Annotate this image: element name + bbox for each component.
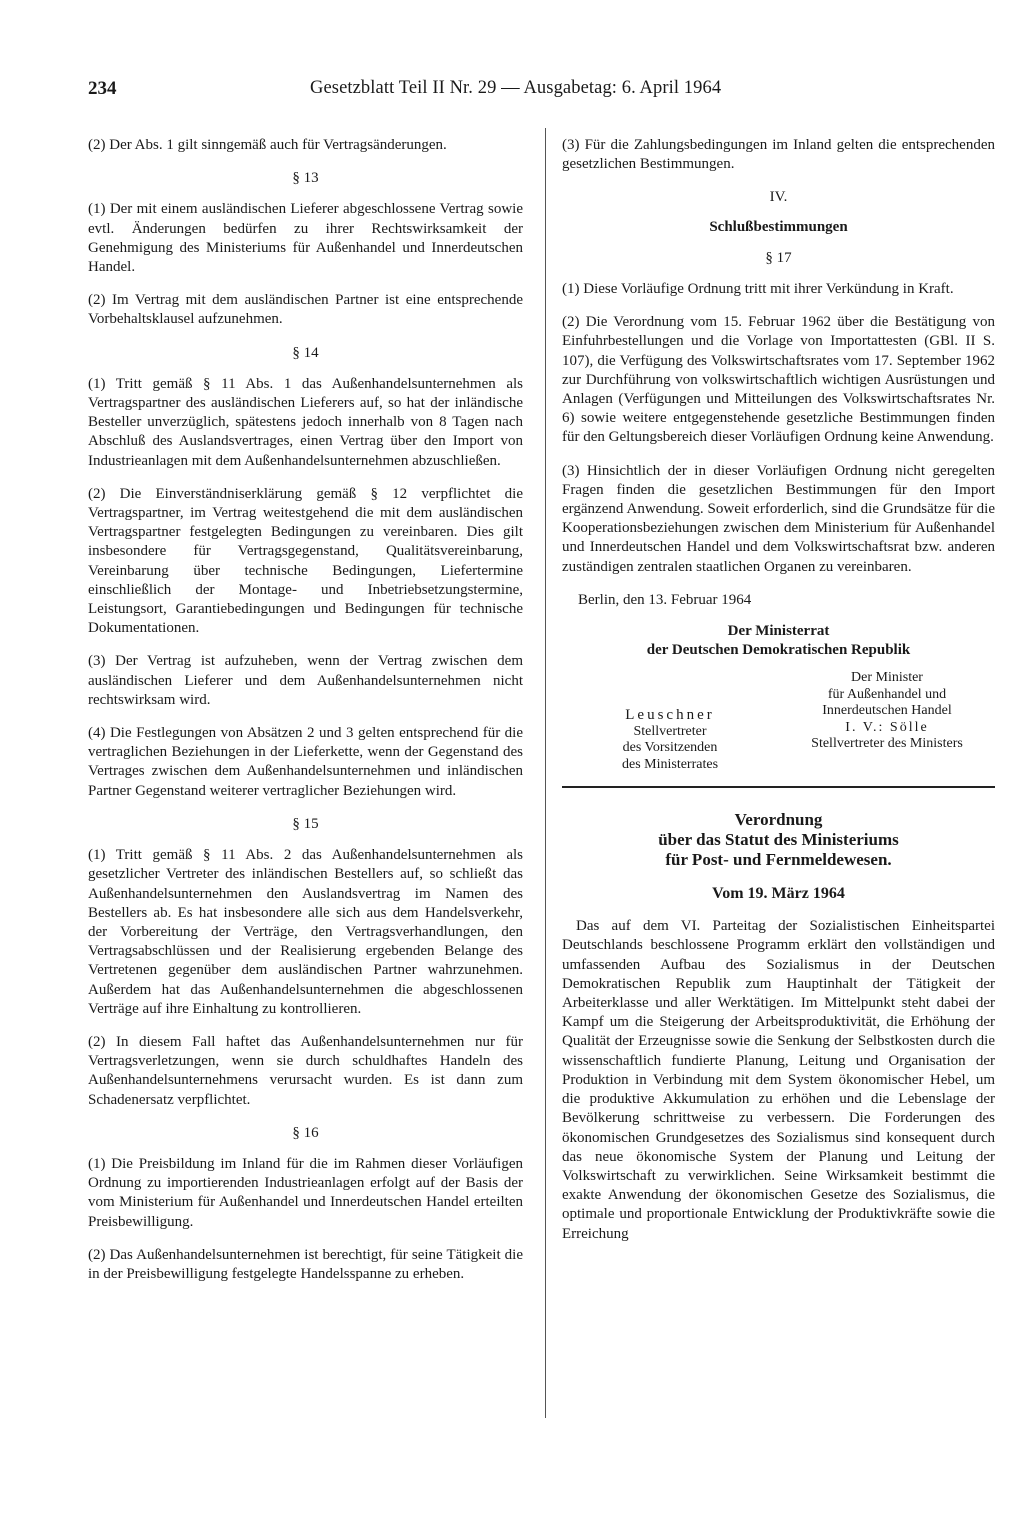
section-heading: § 17 bbox=[765, 249, 792, 266]
minister-title-line: für Außenhandel und bbox=[827, 686, 947, 702]
ordinance-date: Vom 19. März 1964 bbox=[712, 885, 845, 903]
section-heading: § 16 bbox=[292, 1124, 319, 1141]
minister-name: I. V.: Sölle bbox=[845, 719, 929, 735]
ordinance-title-line: über das Statut des Ministeriums bbox=[658, 830, 899, 850]
part-number: IV. bbox=[769, 189, 788, 206]
council-line: der Deutschen Demokratischen Republik bbox=[646, 642, 911, 659]
council-name bbox=[562, 622, 995, 660]
section-heading: § 14 bbox=[292, 344, 319, 361]
deputy-role-line: des Ministerrates bbox=[621, 756, 719, 772]
place-date: Berlin, den 13. Februar 1964 bbox=[578, 591, 752, 608]
part-title: Schlußbestimmungen bbox=[709, 218, 848, 235]
council-line: Der Ministerrat bbox=[727, 623, 830, 640]
deputy-signature bbox=[580, 707, 760, 773]
paragraph: (1) Die Preisbildung im Inland für die im Rahmen dieser Vorläufigen Ordnung zu importierenden Industrieanlagen erfolgt auf der Basis der vom Ministerium für Außenhandel und Innerdeutschen Handel erteilten Preisbewilligung. bbox=[88, 1155, 523, 1230]
paragraph: (2) Die Einverständniserklärung gemäß § 12 verpflichtet die Vertragspartner, im Vertrag weitestgehend die mit dem ausländischen Vertragspartner festgelegten Bedingungen zu vereinbaren. Dies gilt insbesondere für Vertragsgegenstand, Qualitätsvereinbarung, Vereinbarung über technische Bedingungen, Liefertermine einschließlich der Montage- und Inbetriebsetzungstermine, Leistungsort, Garantiebedingungen und Bedingungen für technische Dokumentationen. bbox=[88, 485, 523, 637]
left-column bbox=[88, 136, 523, 1298]
deputy-name: Leuschner bbox=[625, 707, 715, 724]
right-column bbox=[562, 136, 995, 1244]
paragraph: (2) Die Verordnung vom 15. Februar 1962 über die Bestätigung von Einfuhrbestellungen und die Vorlage von Importattesten (GBl. II S. 107), die Verfügung des Volkswirtschaftsrates vom 17. September 1962 zur Durchführung von volkswirtschaftlich wichtigen Ausrüstungen und Anlagen (Verfügungen und Mitteilungen des Volkswirtschaftsrates Nr. 6) sowie weitere entgegenstehende gesetzliche Bestimmungen finden für den Geltungsbereich dieser Vorläufigen Ordnung keine Anwendung. bbox=[562, 314, 995, 446]
paragraph: (4) Die Festlegungen von Absätzen 2 und 3 gelten entsprechend für die vertraglichen Beziehungen in der Lieferkette, wenn der Gegenstand des Vertrages zwischen dem Außenhandelsunternehmen und inländischen Partner Gegenstand weiterer vertraglicher Beziehungen wird. bbox=[88, 725, 523, 799]
paragraph: (1) Der mit einem ausländischen Lieferer abgeschlossene Vertrag sowie evtl. Änderungen bedürfen zu ihrer Rechtswirksamkeit der Genehmigung des Ministeriums für Außenhandel und Innerdeutschen Handel. bbox=[88, 201, 523, 276]
minister-role: Stellvertreter des Ministers bbox=[811, 736, 963, 752]
deputy-role-line: Stellvertreter bbox=[633, 723, 707, 739]
minister-title-line: Innerdeutschen Handel bbox=[822, 703, 952, 719]
ordinance-title-line: Verordnung bbox=[734, 810, 823, 830]
paragraph: (2) Das Außenhandelsunternehmen ist berechtigt, für seine Tätigkeit die in der Preisbewilligung festgelegte Handelsspanne zu erheben. bbox=[88, 1246, 523, 1282]
minister-title-line: Der Minister bbox=[851, 670, 923, 686]
signature-block bbox=[562, 622, 995, 782]
paragraph: (1) Tritt gemäß § 11 Abs. 1 das Außenhandelsunternehmen als Vertragspartner des ausländischen Lieferers auf, so hat der inländische Besteller unverzüglich, spätestens jedoch innerhalb von 8 Tagen nach Abschluß des Auslandsvertrages, einen Vertrag über den Import von Industrieanlagen mit dem Außenhandelsunternehmen abzuschließen. bbox=[88, 375, 523, 469]
paragraph: (3) Der Vertrag ist aufzuheben, wenn der Vertrag zwischen dem ausländischen Lieferer und dem Außenhandelsunternehmen nicht rechtswirksam wird. bbox=[88, 653, 523, 708]
section-heading: § 13 bbox=[292, 170, 319, 187]
page-header bbox=[88, 72, 994, 106]
minister-signature bbox=[772, 670, 1002, 753]
preamble-paragraph: Das auf dem VI. Parteitag der Sozialistischen Einheitspartei Deutschlands beschlossene Programm erklärt den vollständigen und umfassenden Aufbau des Sozialismus in der Deutschen Demokratischen Republik zum Hauptinhalt der Tätigkeit der Arbeiterklasse und aller Werktätigen. Im Mittelpunkt steht dabei der Kampf um die Steigerung der Arbeitsproduktivität, die Erhöhung der Qualität der Erzeugnisse sowie die Senkung der Selbstkosten durch die wissenschaftlich fundierte Planung, Leitung und Organisation der Produktion in Verbindung mit dem System ökonomischer Hebel, um die produktive Akkumulation zu erhöhen und die Lebenslage der Bevölkerung schrittweise zu verbessern. Die Forderungen des ökonomischen Grundgesetzes des Sozialismus sind konsequent durch das neue ökonomische System der Planung und Leitung der Volkswirtschaft zu verwirklichen. Seine Wirksamkeit bestimmt die exakte Anwendung der ökonomischen Gesetze des Sozialismus, die optimale und proportionale Entwicklung der Produktivkräfte sowie die Erreichung bbox=[562, 918, 995, 1242]
column-divider bbox=[545, 128, 546, 1418]
paragraph: (1) Diese Vorläufige Ordnung tritt mit ihrer Verkündung in Kraft. bbox=[562, 281, 954, 298]
paragraph: (3) Für die Zahlungsbedingungen im Inland gelten die entsprechenden gesetzlichen Bestimmungen. bbox=[562, 137, 995, 173]
page-number: 234 bbox=[88, 78, 117, 99]
section-heading: § 15 bbox=[292, 815, 319, 832]
paragraph: (2) In diesem Fall haftet das Außenhandelsunternehmen nur für Vertragsverletzungen, wenn sie durch schuldhaftes Handeln des Außenhandelsunternehmens verursacht wurden. Es ist dann zum Schadenersatz verpflichtet. bbox=[88, 1033, 523, 1108]
paragraph: (1) Tritt gemäß § 11 Abs. 2 das Außenhandelsunternehmen als gesetzlicher Vertreter des inländischen Bestellers auf, so schließt das Außenhandelsunternehmen den Auslandsvertrag im Namen des Bestellers ab. Es hat insbesondere alle sich aus dem Handelsverkehr, der Vorbereitung der Verträge, den Vertragsverhandlungen, den Vertragsabschlüssen und der Realisierung ergebenden Belange des Vertretenen gegenüber dem ausländischen Partner wahrzunehmen. Außerdem hat das Außenhandelsunternehmen die abgeschlossenen Verträge auf ihre Einhaltung zu kontrollieren. bbox=[88, 847, 523, 1017]
paragraph: (2) Der Abs. 1 gilt sinngemäß auch für Vertragsänderungen. bbox=[88, 137, 447, 153]
ordinance-title bbox=[562, 810, 995, 870]
deputy-role-line: des Vorsitzenden bbox=[622, 740, 718, 756]
separator-rule bbox=[562, 786, 995, 788]
paragraph: (2) Im Vertrag mit dem ausländischen Partner ist eine entsprechende Vorbehaltsklausel aufzunehmen. bbox=[88, 292, 523, 328]
ordinance-title-line: für Post- und Fernmeldewesen. bbox=[665, 850, 892, 870]
running-title: Gesetzblatt Teil II Nr. 29 — Ausgabetag: 6. April 1964 bbox=[310, 78, 722, 98]
paragraph: (3) Hinsichtlich der in dieser Vorläufigen Ordnung nicht geregelten Fragen finden die gesetzlichen Bestimmungen für den Import ergänzend Anwendung. Soweit erforderlich, sind die Grundsätze für die Kooperationsbeziehungen zwischen dem Ministerium für Außenhandel und Innerdeutschen Handel und dem Volkswirtschaftsrat bzw. anderen zuständigen zentralen staatlichen Organen zu vereinbaren. bbox=[562, 462, 995, 575]
